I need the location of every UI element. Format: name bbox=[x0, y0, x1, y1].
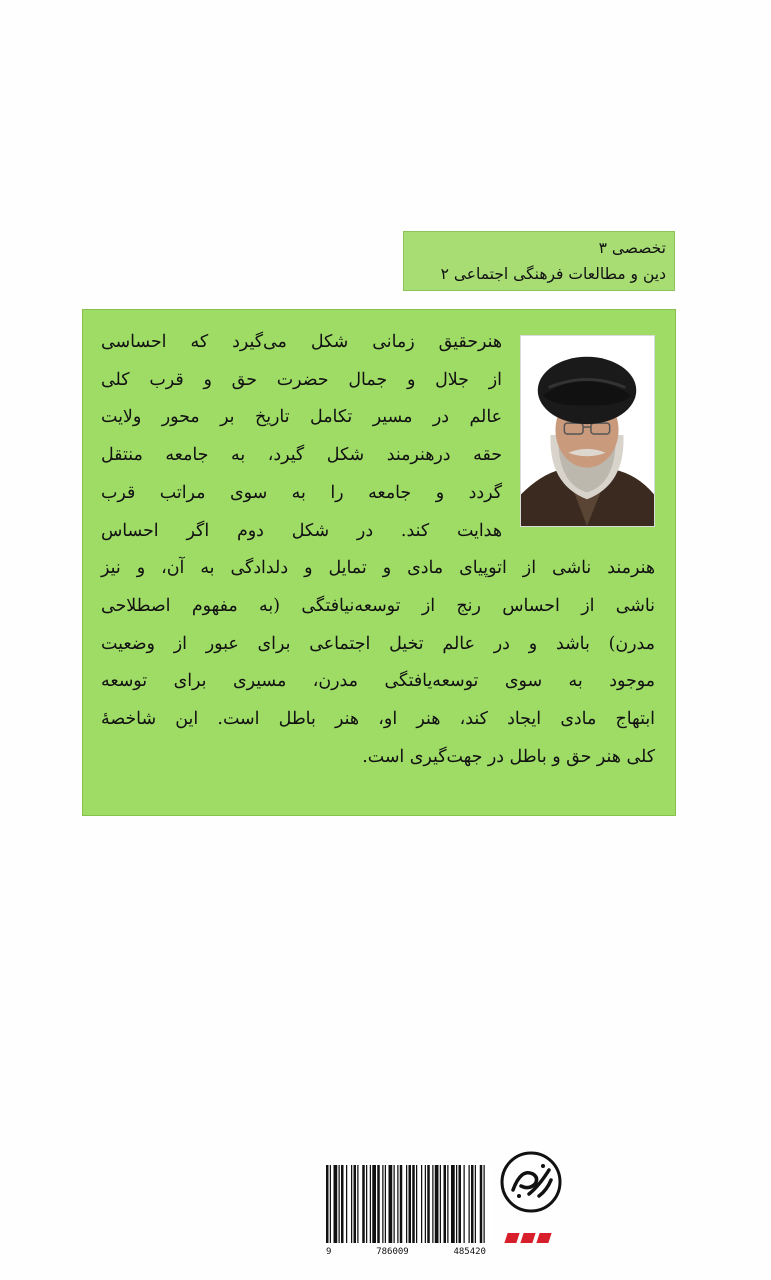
text-line: ابتهاج مادی ایجاد کند، هنر او، هنر باطل است. این شاخصهٔ bbox=[101, 709, 655, 730]
barcode-bar bbox=[409, 1165, 412, 1243]
barcode-bar bbox=[421, 1165, 422, 1243]
barcode-bar bbox=[447, 1165, 448, 1243]
barcode-bar bbox=[440, 1165, 441, 1243]
barcode-digit-lead: 9 bbox=[326, 1247, 332, 1257]
text-line: کلی هنر حق و باطل در جهت‌گیری است. bbox=[362, 746, 655, 767]
red-dot bbox=[504, 1233, 519, 1243]
barcode-bar bbox=[425, 1165, 426, 1243]
series-line-2: دین و مطالعات فرهنگی اجتماعی ۲ bbox=[440, 265, 666, 283]
barcode-bar bbox=[377, 1165, 380, 1243]
barcode-bar bbox=[471, 1165, 474, 1243]
red-dot bbox=[520, 1233, 535, 1243]
barcode-digits-group-1: 786009 bbox=[376, 1247, 409, 1257]
barcode-bar bbox=[330, 1165, 331, 1243]
text-line: موجود به سوی توسعه‌یافتگی مدرن، مسیری برای توسعه bbox=[101, 671, 655, 692]
barcode-bar bbox=[357, 1165, 358, 1243]
text-line: مدرن) باشد و در عالم تخیل اجتماعی برای عبور از وضعیت bbox=[101, 633, 655, 654]
barcode-bar bbox=[362, 1165, 365, 1243]
text-line: از جلال و جمال حضرت حق و قرب کلی bbox=[101, 369, 502, 390]
barcode-bar bbox=[389, 1165, 393, 1243]
barcode-bar bbox=[459, 1165, 462, 1243]
text-line: گردد و جامعه را به سوی مراتب قرب bbox=[101, 482, 502, 503]
barcode-number bbox=[320, 1245, 492, 1259]
barcode-bar bbox=[480, 1165, 483, 1243]
barcode-bar bbox=[334, 1165, 338, 1243]
barcode-bar bbox=[451, 1165, 455, 1243]
barcode-bar bbox=[435, 1165, 439, 1243]
barcode-bar bbox=[475, 1165, 476, 1243]
barcode-bar bbox=[346, 1165, 347, 1243]
barcode-bar bbox=[400, 1165, 403, 1243]
barcode-bar bbox=[416, 1165, 417, 1243]
barcode-bar bbox=[326, 1165, 329, 1243]
barcode-bar bbox=[394, 1165, 395, 1243]
barcode-bar bbox=[444, 1165, 447, 1243]
text-line: عالم در مسیر تکامل تاریخ بر محور ولایت bbox=[101, 407, 502, 428]
barcode-bar bbox=[370, 1165, 371, 1243]
description-text bbox=[101, 324, 655, 776]
publisher-mark-dots bbox=[506, 1233, 550, 1243]
series-line-1: تخصصی ۳ bbox=[598, 239, 666, 257]
red-dot bbox=[536, 1233, 551, 1243]
text-line: هنرحقیق زمانی شکل می‌گیرد که احساسی bbox=[101, 332, 502, 352]
barcode-bar bbox=[406, 1165, 407, 1243]
text-line: ناشی از احساس رنج از توسعه‌نیافتگی (به مفهوم اصطلاحی bbox=[101, 595, 655, 616]
description-box bbox=[82, 309, 676, 816]
barcode-bars bbox=[320, 1163, 492, 1245]
barcode-bar bbox=[341, 1165, 344, 1243]
text-line: هنرمند ناشی از اتوپیای مادی و تمایل و دلدادگی به آن، و نیز bbox=[101, 558, 655, 579]
barcode-bar bbox=[366, 1165, 367, 1243]
isbn-barcode bbox=[320, 1163, 492, 1260]
text-line: هدایت کند. در شکل دوم اگر احساس bbox=[101, 520, 502, 541]
barcode-bar bbox=[464, 1165, 465, 1243]
barcode-bar bbox=[339, 1165, 340, 1243]
barcode-bar bbox=[351, 1165, 352, 1243]
barcode-bar bbox=[397, 1165, 398, 1243]
barcode-bar bbox=[427, 1165, 430, 1243]
barcode-bar bbox=[469, 1165, 470, 1243]
barcode-bar bbox=[456, 1165, 457, 1243]
series-label-box bbox=[403, 231, 675, 291]
barcode-bar bbox=[484, 1165, 485, 1243]
barcode-bar bbox=[382, 1165, 383, 1243]
barcode-bar bbox=[354, 1165, 357, 1243]
publisher-logo-icon bbox=[499, 1150, 563, 1214]
barcode-bar bbox=[372, 1165, 376, 1243]
text-line: حقه درهنرمند شکل گیرد، به جامعه منتقل bbox=[101, 445, 502, 466]
barcode-bar bbox=[385, 1165, 386, 1243]
barcode-bar bbox=[432, 1165, 433, 1243]
barcode-bar bbox=[412, 1165, 415, 1243]
barcode-digits-group-2: 485420 bbox=[453, 1247, 486, 1257]
